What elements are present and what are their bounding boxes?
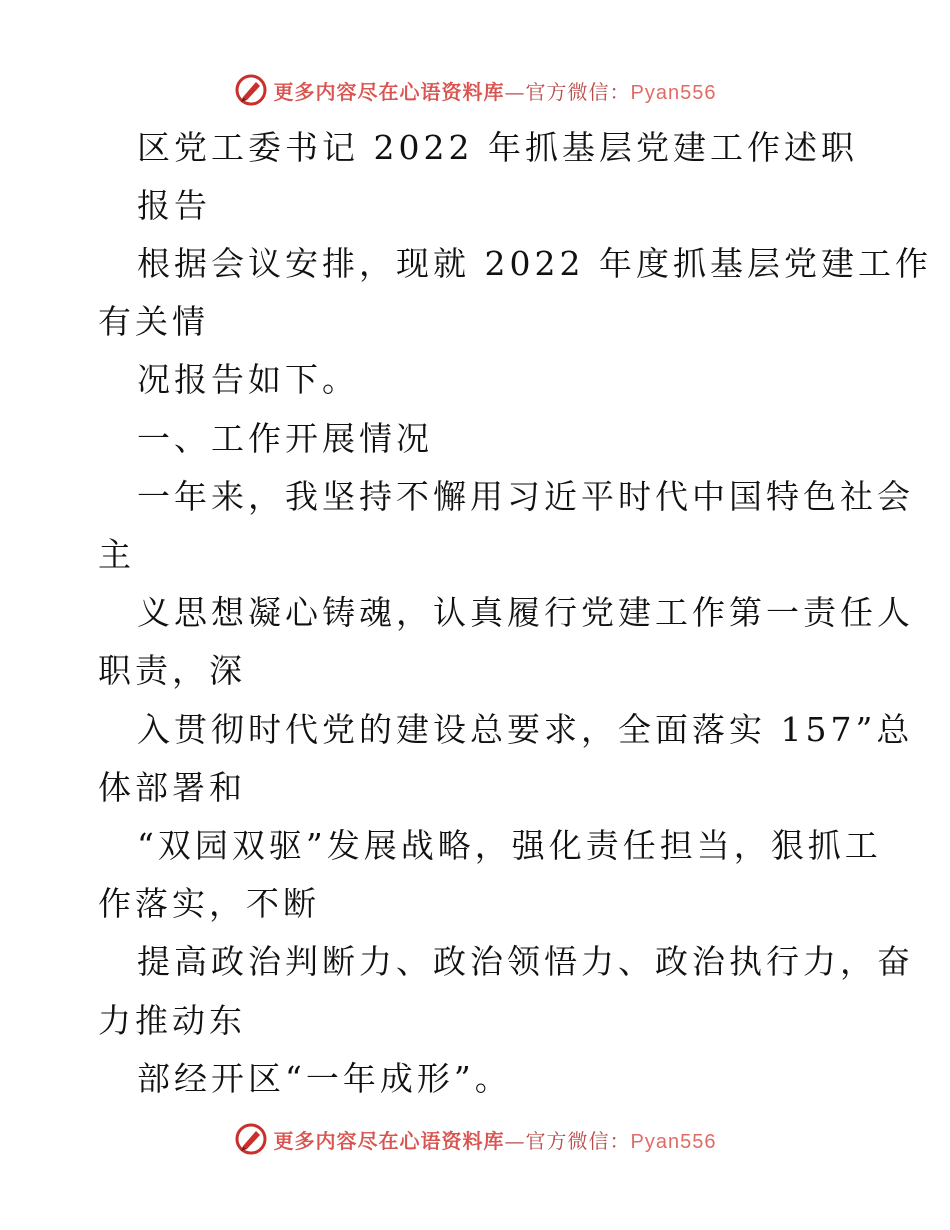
title-line-continued: 报告 xyxy=(137,186,211,225)
paragraph-line: 况报告如下。 xyxy=(137,360,359,399)
watermark-sub-text: —官方微信： xyxy=(504,1128,631,1153)
watermark-main-text: 更多内容尽在心语资料库 xyxy=(273,79,505,104)
paragraph-line: 根据会议安排，现就 2022 年度抓基层党建工作 xyxy=(137,244,932,283)
title-line: 区党工委书记 2022 年抓基层党建工作述职 xyxy=(137,128,858,167)
watermark-id-text: Pyan556 xyxy=(630,1130,717,1153)
paragraph-line: 义思想凝心铸魂，认真履行党建工作第一责任人 xyxy=(137,593,914,632)
paragraph-line: 部经开区“一年成形”。 xyxy=(137,1059,512,1098)
paragraph-line: 作落实，不断 xyxy=(98,884,320,923)
pen-logo-icon xyxy=(234,1122,268,1156)
paragraph-line: 有关情 xyxy=(98,302,209,341)
paragraph-line: 一年来，我坚持不懈用习近平时代中国特色社会 xyxy=(137,477,914,516)
paragraph-line: 主 xyxy=(98,535,135,574)
pen-logo-icon xyxy=(234,73,268,107)
header-watermark xyxy=(0,70,950,110)
paragraph-line: 入贯彻时代党的建设总要求，全面落实 157”总 xyxy=(137,710,914,749)
watermark-id-text: Pyan556 xyxy=(630,81,717,104)
paragraph-line: 力推动东 xyxy=(98,1001,246,1040)
watermark-sub-text: —官方微信： xyxy=(504,79,631,104)
watermark-main-text: 更多内容尽在心语资料库 xyxy=(273,1128,505,1153)
paragraph-line: 提高政治判断力、政治领悟力、政治执行力，奋 xyxy=(137,942,914,981)
footer-watermark xyxy=(0,1119,950,1159)
section-heading: 一、工作开展情况 xyxy=(137,419,433,458)
paragraph-line: 职责，深 xyxy=(98,651,246,690)
paragraph-line: “双园双驱”发展战略，强化责任担当，狠抓工 xyxy=(137,826,882,865)
paragraph-line: 体部署和 xyxy=(98,768,246,807)
